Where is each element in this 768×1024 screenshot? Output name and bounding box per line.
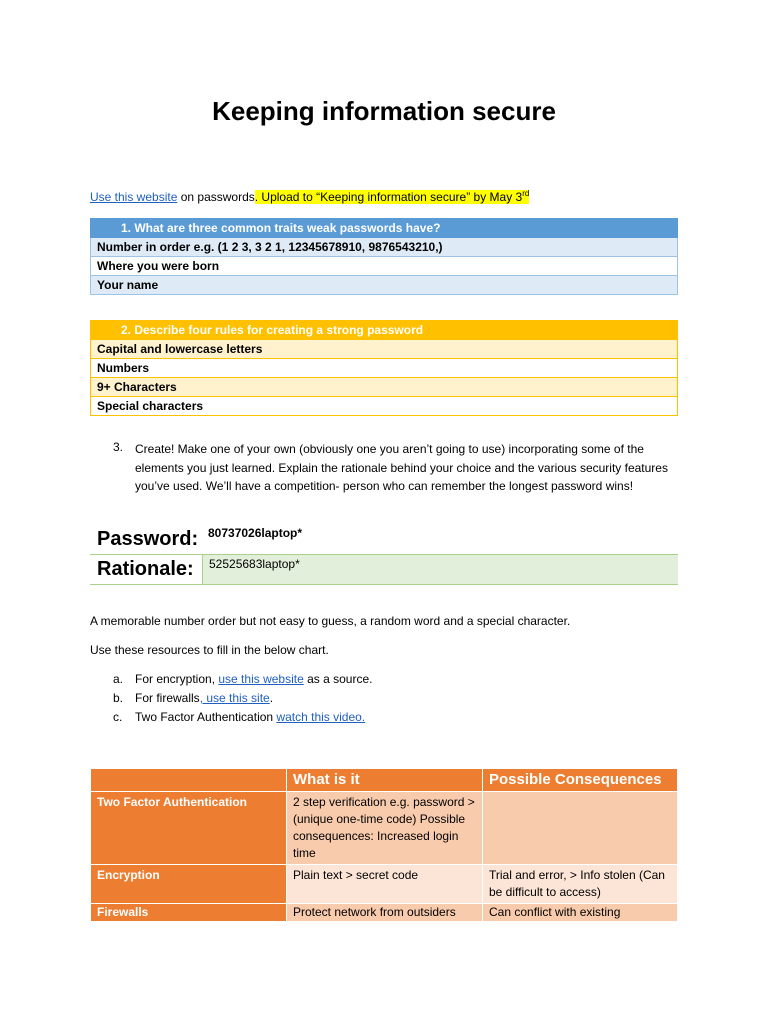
firewalls-link[interactable]: , use this site [199,691,270,705]
intro-line [90,189,529,204]
strong-rule-row: Special characters [91,397,678,416]
rationale-label: Rationale: [97,558,194,580]
security-chart [90,768,678,922]
strong-rule-row: 9+ Characters [91,378,678,397]
chart-row-key: Encryption [91,865,287,904]
chart-header-blank [91,769,287,792]
strong-rules-header: 2. Describe four rules for creating a strong password [91,321,678,340]
upload-instruction: . Upload to “Keeping information secure” by May 3rd [254,189,530,204]
page-title: Keeping information secure [212,96,556,126]
rationale-explanation: A memorable number order but not easy to guess, a random word and a special character. [90,614,571,628]
rationale-row [90,554,678,585]
chart-what-cell[interactable]: 2 step verification e.g. password > (unique one-time code) Possible consequences: Increased login time [287,792,483,865]
weak-traits-table [90,218,678,295]
chart-what-cell[interactable]: Protect network from outsiders [287,904,483,922]
chart-consequence-cell[interactable]: Trial and error, > Info stolen (Can be difficult to access) [483,865,678,904]
resources-instruction: Use these resources to fill in the below chart. [90,643,329,657]
encryption-link[interactable]: use this website [218,672,304,686]
chart-row-key: Firewalls [91,904,287,922]
chart-consequence-cell[interactable] [483,792,678,865]
video-link[interactable]: watch this video. [276,710,366,724]
rationale-value: 52525683laptop* [209,557,300,571]
create-task-number: 3. [113,440,124,454]
chart-what-cell[interactable]: Plain text > secret code [287,865,483,904]
chart-row-key: Two Factor Authentication [91,792,287,865]
weak-trait-row: Number in order e.g. (1 2 3, 3 2 1, 12345678910, 9876543210,) [91,238,678,257]
chart-header-what: What is it [287,769,483,792]
strong-rule-row: Capital and lowercase letters [91,340,678,359]
chart-header-consequences: Possible Consequences [483,769,678,792]
weak-trait-row: Your name [91,276,678,295]
rationale-cell[interactable] [202,555,678,584]
strong-rules-table [90,320,678,416]
password-label: Password: [97,528,199,550]
passwords-website-link[interactable]: Use this website [90,190,178,204]
chart-consequence-cell[interactable]: Can conflict with existing [483,904,678,922]
weak-traits-header: 1. What are three common traits weak passwords have? [91,219,678,238]
create-task-text: Create! Make one of your own (obviously one you aren’t going to use) incorporating some of the elements you just learned. Explain the rationale behind your choice and the various security features you’ve used. We’ll have a competition- person who can remember the longest password wins! [135,442,668,493]
password-value[interactable]: 80737026laptop* [208,526,303,540]
intro-text: on passwords [177,190,255,204]
weak-trait-row: Where you were born [91,257,678,276]
strong-rule-row: Numbers [91,359,678,378]
